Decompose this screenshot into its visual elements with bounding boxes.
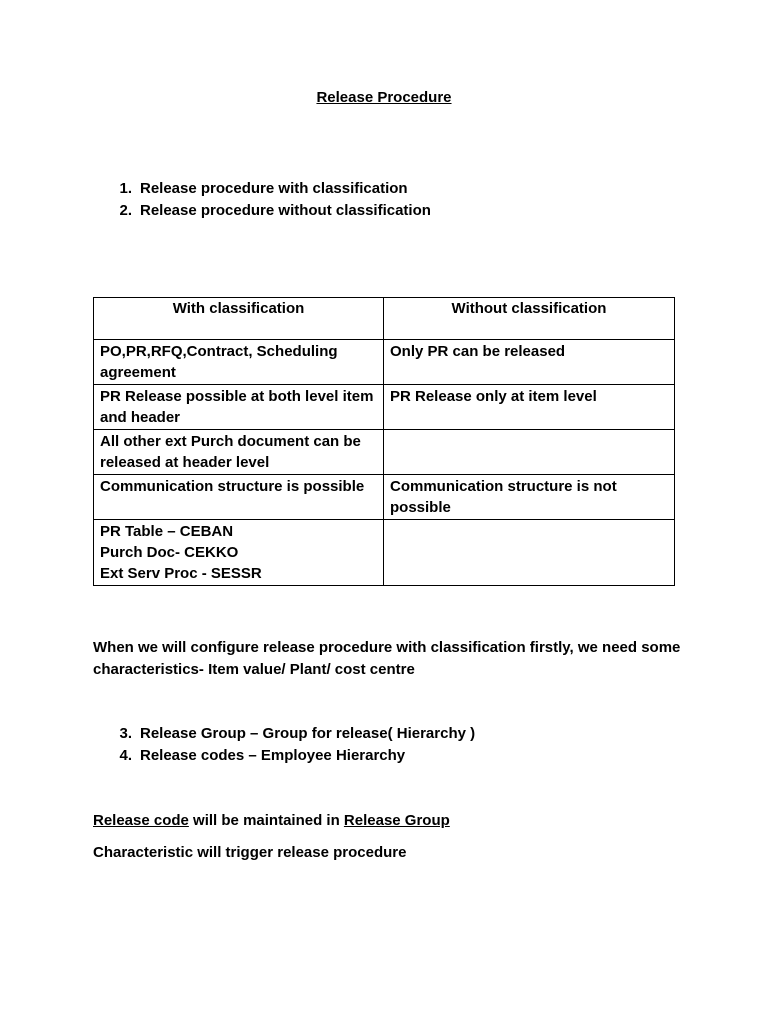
list-item xyxy=(108,178,431,200)
table-row xyxy=(94,340,675,385)
table-line-purch-doc: Purch Doc- CEKKO xyxy=(100,544,239,561)
release-elements-list xyxy=(108,723,475,767)
table-cell xyxy=(94,520,384,586)
table-cell: Communication structure is possible xyxy=(94,475,384,520)
table-header-row xyxy=(94,298,675,340)
table-row xyxy=(94,430,675,475)
header-with-classification: With classification xyxy=(94,298,384,340)
list-text: Release Group – Group for release( Hierarchy ) xyxy=(140,725,476,742)
table-cell xyxy=(384,520,675,586)
list-number: 2. xyxy=(119,202,132,219)
table-cell: All other ext Purch document can be released at header level xyxy=(94,430,384,475)
table-line-ext-serv: Ext Serv Proc - SESSR xyxy=(100,565,262,582)
list-text: Release procedure without classification xyxy=(140,202,431,219)
release-code-term: Release code xyxy=(93,812,189,829)
header-without-classification: Without classification xyxy=(384,298,675,340)
characteristic-statement: Characteristic will trigger release procedure xyxy=(93,844,407,861)
table-cell: PR Release possible at both level item and header xyxy=(94,385,384,430)
list-number: 4. xyxy=(119,747,132,764)
release-group-term: Release Group xyxy=(343,812,450,829)
list-number: 1. xyxy=(119,180,132,197)
table-cell: Only PR can be released xyxy=(384,340,675,385)
table-cell: PR Release only at item level xyxy=(384,385,675,430)
table-row xyxy=(94,385,675,430)
table-cell: PO,PR,RFQ,Contract, Scheduling agreement xyxy=(94,340,384,385)
release-code-statement xyxy=(93,810,693,832)
classification-comparison-table xyxy=(93,297,675,586)
list-number: 3. xyxy=(119,725,132,742)
procedure-types-list xyxy=(108,178,431,222)
table-row xyxy=(94,475,675,520)
table-row xyxy=(94,520,675,586)
table-cell xyxy=(384,430,675,475)
list-text: Release procedure with classification xyxy=(140,180,408,197)
list-item xyxy=(108,745,475,767)
list-item xyxy=(108,200,431,222)
list-item xyxy=(108,723,475,745)
configuration-paragraph: When we will configure release procedure with classification firstly, we need some characteristics- Item value/ Plant/ cost centre xyxy=(93,639,681,678)
table-line-pr-table: PR Table – CEBAN xyxy=(100,523,234,540)
document-title: Release Procedure xyxy=(316,89,452,106)
list-text: Release codes – Employee Hierarchy xyxy=(140,747,406,764)
table-cell: Communication structure is not possible xyxy=(384,475,675,520)
statement-connector: will be maintained in xyxy=(188,812,344,829)
